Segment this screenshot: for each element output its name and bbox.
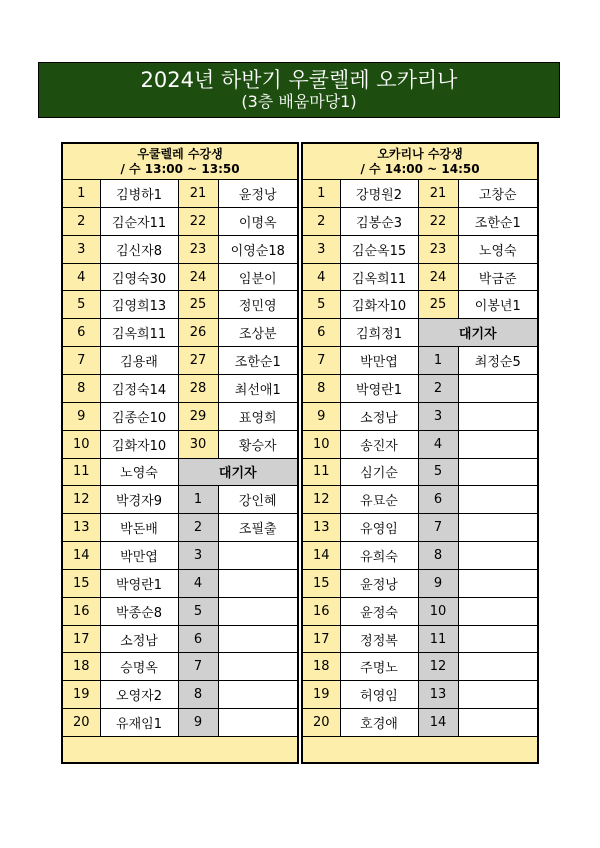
row-number: 21 (178, 180, 218, 208)
student-name: 김종순10 (100, 402, 178, 430)
row-number: 19 (302, 681, 340, 709)
roster-header-row (62, 143, 298, 180)
table-row (62, 291, 298, 319)
student-name: 김옥희11 (100, 319, 178, 347)
ukulele-roster-table (61, 142, 299, 764)
waitlist-number: 8 (178, 681, 218, 709)
student-name: 유영임 (340, 514, 418, 542)
student-name: 박경자9 (100, 486, 178, 514)
waitlist-name (218, 681, 298, 709)
table-row (62, 486, 298, 514)
waitlist-name (458, 375, 538, 403)
row-number: 25 (178, 291, 218, 319)
row-number: 8 (62, 375, 100, 403)
table-row (62, 402, 298, 430)
student-name: 김봉순3 (340, 207, 418, 235)
roster-title: 우쿨렐레 수강생 (137, 146, 223, 161)
student-name: 정민영 (218, 291, 298, 319)
row-number: 10 (62, 430, 100, 458)
waitlist-number: 6 (418, 486, 458, 514)
waitlist-number: 10 (418, 597, 458, 625)
waitlist-name (458, 402, 538, 430)
row-number: 12 (302, 486, 340, 514)
student-name: 고창순 (458, 180, 538, 208)
student-name: 이영순18 (218, 235, 298, 263)
student-name: 김영숙30 (100, 263, 178, 291)
row-number: 14 (62, 542, 100, 570)
row-number: 23 (418, 235, 458, 263)
student-name: 김희정1 (340, 319, 418, 347)
student-name: 호경애 (340, 709, 418, 737)
waitlist-name (218, 542, 298, 570)
table-row (62, 569, 298, 597)
table-row (62, 235, 298, 263)
waitlist-name (458, 542, 538, 570)
ocarina-roster-table (301, 142, 539, 764)
student-name: 오영자2 (100, 681, 178, 709)
student-name: 김옥희11 (340, 263, 418, 291)
student-name: 표영희 (218, 402, 298, 430)
table-row (302, 709, 538, 737)
student-name: 유재임1 (100, 709, 178, 737)
table-row (62, 347, 298, 375)
row-number: 7 (62, 347, 100, 375)
student-name: 김화자10 (340, 291, 418, 319)
row-number: 18 (302, 653, 340, 681)
waitlist-label: 대기자 (178, 458, 298, 486)
row-number: 11 (62, 458, 100, 486)
table-row (302, 207, 538, 235)
row-number: 12 (62, 486, 100, 514)
row-number: 17 (302, 625, 340, 653)
waitlist-number: 6 (178, 625, 218, 653)
waitlist-number: 12 (418, 653, 458, 681)
student-name: 유희숙 (340, 542, 418, 570)
table-row (62, 180, 298, 208)
table-row (302, 347, 538, 375)
row-number: 15 (62, 569, 100, 597)
student-name: 박만엽 (340, 347, 418, 375)
student-name: 박종순8 (100, 597, 178, 625)
table-row (302, 291, 538, 319)
waitlist-name (458, 569, 538, 597)
row-number: 25 (418, 291, 458, 319)
table-row (62, 263, 298, 291)
row-number: 6 (302, 319, 340, 347)
table-row (302, 430, 538, 458)
table-row (62, 597, 298, 625)
student-name: 김화자10 (100, 430, 178, 458)
student-name: 노영숙 (100, 458, 178, 486)
waitlist-name (458, 681, 538, 709)
row-number: 10 (302, 430, 340, 458)
student-name: 김신자8 (100, 235, 178, 263)
table-row (62, 681, 298, 709)
waitlist-number: 13 (418, 681, 458, 709)
table-row (62, 375, 298, 403)
row-number: 9 (62, 402, 100, 430)
row-number: 15 (302, 569, 340, 597)
table-row (62, 458, 298, 486)
row-number: 3 (302, 235, 340, 263)
student-name: 윤정낭 (218, 180, 298, 208)
row-number: 24 (418, 263, 458, 291)
waitlist-name (218, 597, 298, 625)
row-number: 20 (62, 709, 100, 737)
table-row (302, 180, 538, 208)
row-number: 13 (62, 514, 100, 542)
table-row (62, 514, 298, 542)
table-row (62, 653, 298, 681)
waitlist-label: 대기자 (418, 319, 538, 347)
row-number: 3 (62, 235, 100, 263)
student-name: 윤정낭 (340, 569, 418, 597)
waitlist-name (218, 625, 298, 653)
table-row (302, 569, 538, 597)
table-row (302, 625, 538, 653)
student-name: 조한순1 (458, 207, 538, 235)
roster-header (62, 143, 298, 180)
roster-title: 오카리나 수강생 (377, 146, 463, 161)
student-name: 김용래 (100, 347, 178, 375)
student-name: 심기순 (340, 458, 418, 486)
student-name: 김정숙14 (100, 375, 178, 403)
row-number: 9 (302, 402, 340, 430)
student-name: 박돈배 (100, 514, 178, 542)
student-name: 최선애1 (218, 375, 298, 403)
waitlist-number: 1 (418, 347, 458, 375)
row-number: 23 (178, 235, 218, 263)
row-number: 7 (302, 347, 340, 375)
student-name: 박금준 (458, 263, 538, 291)
waitlist-name (458, 514, 538, 542)
table-row (62, 709, 298, 737)
row-number: 29 (178, 402, 218, 430)
waitlist-number: 5 (178, 597, 218, 625)
student-name: 김병하1 (100, 180, 178, 208)
row-number: 24 (178, 263, 218, 291)
row-number: 16 (62, 597, 100, 625)
waitlist-name: 조필출 (218, 514, 298, 542)
row-number: 5 (302, 291, 340, 319)
table-row (302, 681, 538, 709)
roster-footer-row (302, 736, 538, 763)
row-number: 22 (418, 207, 458, 235)
student-name: 송진자 (340, 430, 418, 458)
table-row (302, 542, 538, 570)
student-name: 조한순1 (218, 347, 298, 375)
waitlist-number: 1 (178, 486, 218, 514)
table-row (302, 597, 538, 625)
row-number: 21 (418, 180, 458, 208)
page-title: 2024년 하반기 우쿨렐레 오카리나 (140, 68, 458, 92)
student-name: 이명옥 (218, 207, 298, 235)
waitlist-name (458, 625, 538, 653)
student-name: 김영희13 (100, 291, 178, 319)
row-number: 2 (302, 207, 340, 235)
student-name: 박영란1 (340, 375, 418, 403)
waitlist-name (218, 569, 298, 597)
row-number: 20 (302, 709, 340, 737)
row-number: 26 (178, 319, 218, 347)
table-row (302, 263, 538, 291)
roster-schedule: / 수 14:00 ~ 14:50 (360, 161, 480, 176)
waitlist-number: 5 (418, 458, 458, 486)
student-name: 황승자 (218, 430, 298, 458)
student-name: 조상분 (218, 319, 298, 347)
roster-footer (302, 736, 538, 763)
row-number: 2 (62, 207, 100, 235)
waitlist-number: 3 (178, 542, 218, 570)
waitlist-number: 14 (418, 709, 458, 737)
waitlist-name (458, 430, 538, 458)
student-name: 허영임 (340, 681, 418, 709)
student-name: 김순자11 (100, 207, 178, 235)
waitlist-name (458, 597, 538, 625)
student-name: 소정남 (340, 402, 418, 430)
waitlist-number: 4 (178, 569, 218, 597)
waitlist-number: 9 (178, 709, 218, 737)
page-subtitle: (3층 배움마당1) (241, 92, 357, 111)
student-name: 임분이 (218, 263, 298, 291)
table-row (62, 430, 298, 458)
waitlist-name (218, 653, 298, 681)
table-row (302, 486, 538, 514)
table-row (62, 207, 298, 235)
waitlist-number: 3 (418, 402, 458, 430)
table-row (302, 375, 538, 403)
waitlist-name: 강인혜 (218, 486, 298, 514)
waitlist-number: 11 (418, 625, 458, 653)
waitlist-number: 9 (418, 569, 458, 597)
student-name: 박영란1 (100, 569, 178, 597)
waitlist-number: 2 (178, 514, 218, 542)
waitlist-name: 최정순5 (458, 347, 538, 375)
row-number: 4 (62, 263, 100, 291)
waitlist-name (458, 486, 538, 514)
roster-header-row (302, 143, 538, 180)
table-row (302, 514, 538, 542)
row-number: 19 (62, 681, 100, 709)
row-number: 27 (178, 347, 218, 375)
waitlist-name (458, 709, 538, 737)
waitlist-number: 7 (418, 514, 458, 542)
row-number: 16 (302, 597, 340, 625)
roster-footer (62, 736, 298, 763)
roster-footer-row (62, 736, 298, 763)
table-row (302, 402, 538, 430)
row-number: 6 (62, 319, 100, 347)
table-row (62, 542, 298, 570)
table-row (302, 458, 538, 486)
row-number: 5 (62, 291, 100, 319)
waitlist-name (458, 653, 538, 681)
roster-schedule: / 수 13:00 ~ 13:50 (120, 161, 240, 176)
row-number: 1 (302, 180, 340, 208)
title-banner (38, 62, 560, 118)
table-row (62, 625, 298, 653)
table-row (302, 653, 538, 681)
row-number: 8 (302, 375, 340, 403)
waitlist-number: 7 (178, 653, 218, 681)
student-name: 소정남 (100, 625, 178, 653)
student-name: 주명노 (340, 653, 418, 681)
student-name: 노영숙 (458, 235, 538, 263)
row-number: 17 (62, 625, 100, 653)
waitlist-name (218, 709, 298, 737)
student-name: 김순옥15 (340, 235, 418, 263)
waitlist-number: 4 (418, 430, 458, 458)
student-name: 윤정숙 (340, 597, 418, 625)
waitlist-number: 2 (418, 375, 458, 403)
table-row (302, 235, 538, 263)
waitlist-name (458, 458, 538, 486)
row-number: 14 (302, 542, 340, 570)
student-name: 승명옥 (100, 653, 178, 681)
row-number: 18 (62, 653, 100, 681)
row-number: 11 (302, 458, 340, 486)
student-name: 유묘순 (340, 486, 418, 514)
table-row (302, 319, 538, 347)
row-number: 22 (178, 207, 218, 235)
waitlist-number: 8 (418, 542, 458, 570)
row-number: 28 (178, 375, 218, 403)
student-name: 이봉년1 (458, 291, 538, 319)
row-number: 1 (62, 180, 100, 208)
roster-header (302, 143, 538, 180)
student-name: 박만엽 (100, 542, 178, 570)
row-number: 4 (302, 263, 340, 291)
row-number: 30 (178, 430, 218, 458)
table-row (62, 319, 298, 347)
student-name: 강명원2 (340, 180, 418, 208)
row-number: 13 (302, 514, 340, 542)
student-name: 정정복 (340, 625, 418, 653)
